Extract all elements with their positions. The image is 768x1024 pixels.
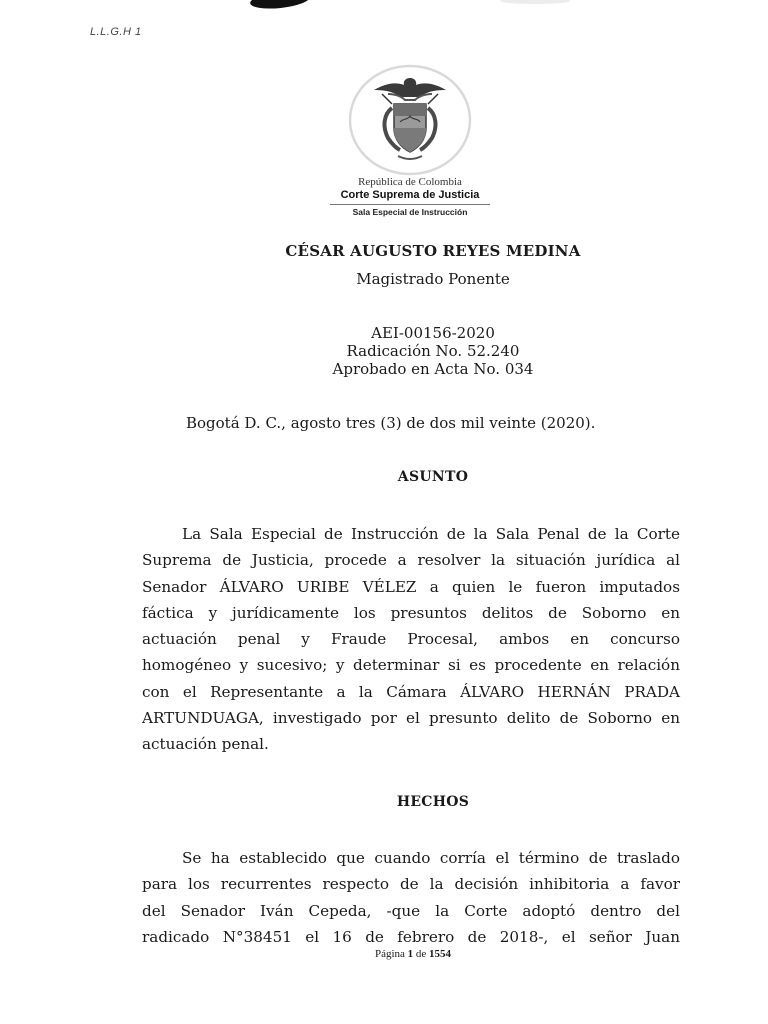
paragraph-line: homogéneo y sucesivo; y determinar si es procedente en relación: [142, 656, 680, 675]
chamber-name: Sala Especial de Instrucción: [352, 207, 468, 217]
paragraph-line: Suprema de Justicia, procede a resolver la situación jurídica al: [142, 551, 680, 570]
case-reference: [0, 324, 768, 378]
approval-record: Aprobado en Acta No. 034: [332, 360, 534, 378]
footer-page-number: 1: [407, 948, 414, 960]
paragraph-line: fáctica y jurídicamente los presuntos delitos de Soborno en: [142, 603, 680, 622]
scan-artifact: [500, 0, 570, 4]
magistrate-role: Magistrado Ponente: [356, 270, 510, 288]
page-footer: [0, 948, 768, 960]
paragraph-line: para los recurrentes respecto de la decisión inhibitoria a favor: [142, 875, 680, 894]
paragraph-line: actuación penal y Fraude Procesal, ambos en concurso: [142, 630, 680, 649]
page-mark: L.L.G.H 1: [90, 26, 142, 38]
footer-total-pages: 1554: [429, 948, 452, 960]
paragraph-line: del Senador Iván Cepeda, -que la Corte adoptó dentro del: [142, 901, 680, 920]
section-heading-asunto: ASUNTO: [397, 469, 469, 485]
institution-header: [312, 176, 508, 217]
asunto-paragraph: [142, 521, 680, 758]
hechos-paragraph: [142, 845, 680, 950]
court-name: Corte Suprema de Justicia: [340, 189, 480, 201]
paragraph-line: La Sala Especial de Instrucción de la Sala Penal de la Corte: [182, 525, 680, 543]
footer-prefix: Página: [374, 948, 405, 960]
paragraph-line: Se ha establecido que cuando corría el término de traslado: [182, 849, 680, 867]
header-divider: [330, 204, 490, 205]
paragraph-line: ARTUNDUAGA, investigado por el presunto delito de Soborno en: [142, 709, 680, 728]
paragraph-line: actuación penal.: [142, 735, 269, 754]
paragraph-line: con el Representante a la Cámara ÁLVARO HERNÁN PRADA: [142, 682, 680, 701]
magistrate-name: CÉSAR AUGUSTO REYES MEDINA: [285, 242, 581, 260]
date-line: Bogotá D. C., agosto tres (3) de dos mil veinte (2020).: [186, 414, 596, 432]
paragraph-line: Senador ÁLVARO URIBE VÉLEZ a quien le fueron imputados: [142, 577, 680, 596]
colombia-coat-of-arms-icon: [348, 64, 472, 176]
republic-name: República de Colombia: [358, 176, 462, 188]
paragraph-line: radicado N°38451 el 16 de febrero de 2018-, el señor Juan: [142, 927, 680, 946]
section-heading-hechos: HECHOS: [396, 794, 470, 810]
footer-middle: de: [415, 948, 427, 960]
case-id: AEI-00156-2020: [371, 324, 495, 342]
scan-artifact: [249, 0, 310, 11]
coat-of-arms-seal: [348, 64, 472, 176]
filing-number: Radicación No. 52.240: [346, 342, 520, 360]
